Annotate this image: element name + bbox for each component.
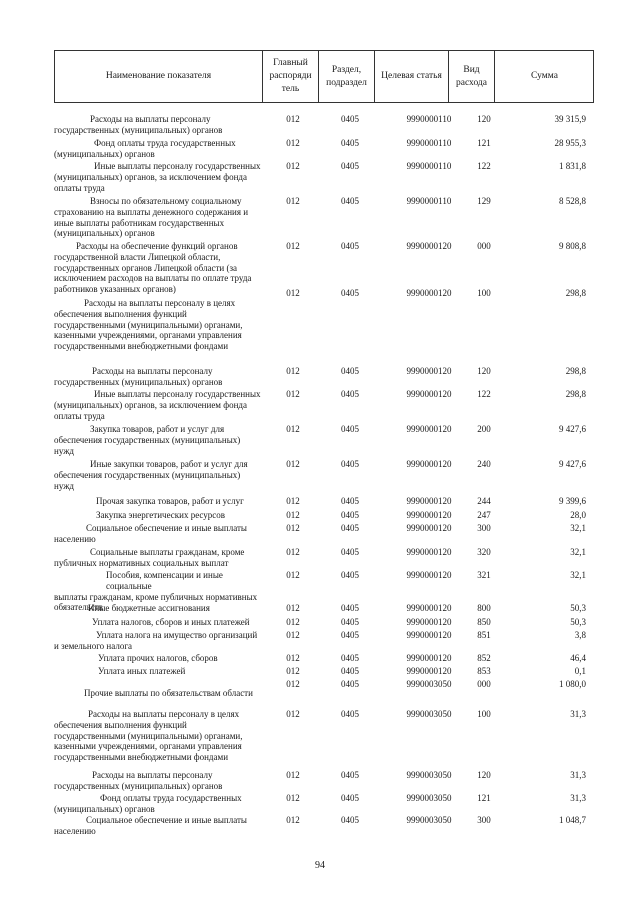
row-cel: 9990003050 [406, 793, 452, 803]
row-razd: 0405 [341, 630, 359, 640]
row-sum: 50,3 [570, 603, 586, 613]
row-glav: 012 [286, 161, 300, 171]
row-name: Иные бюджетные ассигнования [88, 603, 210, 613]
row-cel: 9990000110 [406, 114, 452, 124]
row-razd: 0405 [341, 617, 359, 627]
row-sum: 32,1 [570, 570, 586, 580]
row-cel: 9990003050 [406, 770, 452, 780]
row-razd: 0405 [341, 770, 359, 780]
row-razd: 0405 [341, 459, 359, 469]
row-razd: 0405 [341, 547, 359, 557]
row-sum: 9 808,8 [559, 241, 586, 251]
row-sum: 46,4 [570, 653, 586, 663]
header-sum: Сумма [531, 71, 558, 82]
row-cel: 9990000110 [406, 138, 452, 148]
row-glav: 012 [286, 617, 300, 627]
row-cel: 9990000120 [406, 653, 452, 663]
row-vid: 300 [477, 815, 491, 825]
row-cel: 9990000120 [406, 241, 452, 251]
row-name: Иные выплаты персоналу государственных (муниципальных) органов, за исключением фонда оплаты труда [54, 389, 261, 421]
row-name: Уплата прочих налогов, сборов [98, 653, 218, 663]
row-cel: 9990000110 [406, 161, 452, 171]
row-name: Расходы на выплаты персоналу государственных (муниципальных) органов [54, 366, 223, 387]
row-razd: 0405 [341, 523, 359, 533]
row-name: Прочие выплаты по обязательствам области [84, 688, 253, 698]
row-name: Расходы на обеспечение функций органов государственной власти Липецкой области, государственных органов Липецкой области (за исключением расходов на выплаты по оплате труда работников указанных органов) [54, 241, 252, 295]
row-vid: 100 [477, 709, 491, 719]
row-vid: 121 [477, 793, 491, 803]
row-glav: 012 [286, 770, 300, 780]
row-vid: 100 [477, 288, 491, 298]
row-glav: 012 [286, 196, 300, 206]
row-vid: 000 [477, 679, 491, 689]
row-name: Фонд оплаты труда государственных (муниципальных) органов [54, 793, 242, 814]
row-sum: 1 048,7 [559, 815, 586, 825]
row-vid: 320 [477, 547, 491, 557]
row-vid: 000 [477, 241, 491, 251]
row-razd: 0405 [341, 196, 359, 206]
row-glav: 012 [286, 366, 300, 376]
row-sum: 9 427,6 [559, 459, 586, 469]
row-razd: 0405 [341, 570, 359, 580]
row-name: Социальное обеспечение и иные выплаты населению [54, 523, 247, 544]
row-razd: 0405 [341, 424, 359, 434]
row-cel: 9990000120 [406, 617, 452, 627]
row-cel: 9990000120 [406, 547, 452, 557]
row-razd: 0405 [341, 241, 359, 251]
row-glav: 012 [286, 709, 300, 719]
row-razd: 0405 [341, 510, 359, 520]
row-vid: 122 [477, 161, 491, 171]
row-cel: 9990000110 [406, 196, 452, 206]
row-name: Социальные выплаты гражданам, кроме публичных нормативных социальных выплат [54, 547, 245, 568]
row-glav: 012 [286, 570, 300, 580]
row-glav: 012 [286, 459, 300, 469]
row-name: Уплата налогов, сборов и иных платежей [92, 617, 250, 627]
row-sum: 39 315,9 [554, 114, 586, 124]
row-cel: 9990000120 [406, 366, 452, 376]
row-razd: 0405 [341, 288, 359, 298]
row-name: Расходы на выплаты персоналу государственных (муниципальных) органов [54, 114, 223, 135]
row-vid: 129 [477, 196, 491, 206]
row-cel: 9990000120 [406, 630, 452, 640]
row-sum: 298,8 [565, 366, 586, 376]
row-vid: 120 [477, 770, 491, 780]
row-sum: 298,8 [565, 389, 586, 399]
row-razd: 0405 [341, 496, 359, 506]
row-glav: 012 [286, 679, 300, 689]
row-razd: 0405 [341, 366, 359, 376]
row-name: Прочая закупка товаров, работ и услуг [96, 496, 244, 506]
row-razd: 0405 [341, 138, 359, 148]
header-razd: Раздел, подраздел [319, 51, 375, 102]
row-razd: 0405 [341, 709, 359, 719]
row-glav: 012 [286, 288, 300, 298]
row-cel: 9990000120 [406, 459, 452, 469]
row-name: Расходы на выплаты персоналу в целях обеспечения выполнения функций государственными (муниципальными) органами, казенными учреждениями, органами управления государственными внебюджетными фондами [54, 298, 243, 352]
row-glav: 012 [286, 424, 300, 434]
row-name: Закупка энергетических ресурсов [96, 510, 226, 520]
row-sum: 32,1 [570, 547, 586, 557]
row-sum: 298,8 [565, 288, 586, 298]
row-razd: 0405 [341, 603, 359, 613]
row-vid: 120 [477, 114, 491, 124]
row-cel: 9990000120 [406, 666, 452, 676]
row-cel: 9990003050 [406, 815, 452, 825]
row-razd: 0405 [341, 161, 359, 171]
row-sum: 28,0 [570, 510, 586, 520]
row-cel: 9990000120 [406, 523, 452, 533]
row-razd: 0405 [341, 679, 359, 689]
row-name: Взносы по обязательному социальному страхованию на выплаты денежного содержания и иные выплаты работникам государственных (муниципальных) органов [54, 196, 249, 239]
row-name: Уплата налога на имущество организаций и земельного налога [54, 630, 258, 651]
row-sum: 3,8 [574, 630, 586, 640]
row-vid: 852 [477, 653, 491, 663]
row-sum: 32,1 [570, 523, 586, 533]
row-cel: 9990000120 [406, 603, 452, 613]
row-razd: 0405 [341, 815, 359, 825]
row-sum: 28 955,3 [554, 138, 586, 148]
row-glav: 012 [286, 815, 300, 825]
row-razd: 0405 [341, 653, 359, 663]
row-name: Уплата иных платежей [98, 666, 186, 676]
row-vid: 244 [477, 496, 491, 506]
row-glav: 012 [286, 547, 300, 557]
row-glav: 012 [286, 630, 300, 640]
row-name: Социальное обеспечение и иные выплаты населению [54, 815, 247, 836]
row-vid: 120 [477, 366, 491, 376]
row-glav: 012 [286, 666, 300, 676]
row-glav: 012 [286, 523, 300, 533]
row-cel: 9990003050 [406, 679, 452, 689]
row-vid: 800 [477, 603, 491, 613]
row-cel: 9990000120 [406, 510, 452, 520]
row-vid: 321 [477, 570, 491, 580]
row-sum: 31,3 [570, 770, 586, 780]
row-cel: 9990000120 [406, 424, 452, 434]
row-sum: 8 528,8 [559, 196, 586, 206]
row-glav: 012 [286, 510, 300, 520]
row-name: Расходы на выплаты персоналу в целях обеспечения выполнения функций государственными (муниципальными) органами, казенными учреждениями, органами управления государственными внебюджетными фондами [54, 709, 243, 763]
row-razd: 0405 [341, 389, 359, 399]
row-cel: 9990000120 [406, 389, 452, 399]
row-sum: 50,3 [570, 617, 586, 627]
row-sum: 1 080,0 [559, 679, 586, 689]
page-number: 94 [315, 860, 325, 871]
row-glav: 012 [286, 793, 300, 803]
row-glav: 012 [286, 496, 300, 506]
row-sum: 31,3 [570, 709, 586, 719]
header-glav: Главный распоряди тель [263, 51, 319, 102]
row-cel: 9990000120 [406, 570, 452, 580]
header-name: Наименование показателя [55, 51, 263, 102]
row-name: Расходы на выплаты персоналу государственных (муниципальных) органов [54, 770, 223, 791]
row-glav: 012 [286, 138, 300, 148]
row-sum: 0,1 [574, 666, 586, 676]
row-name: Фонд оплаты труда государственных (муниципальных) органов [54, 138, 236, 159]
row-vid: 850 [477, 617, 491, 627]
row-vid: 300 [477, 523, 491, 533]
row-vid: 240 [477, 459, 491, 469]
row-vid: 121 [477, 138, 491, 148]
header-cel: Целевая статья [375, 51, 449, 102]
row-cel: 9990003050 [406, 709, 452, 719]
row-vid: 851 [477, 630, 491, 640]
row-glav: 012 [286, 603, 300, 613]
row-vid: 200 [477, 424, 491, 434]
row-cel: 9990000120 [406, 288, 452, 298]
row-razd: 0405 [341, 114, 359, 124]
row-glav: 012 [286, 241, 300, 251]
row-name: Пособия, компенсации и иные социальные выплаты гражданам, кроме публичных нормативных обязательств [54, 570, 258, 613]
row-sum: 9 427,6 [559, 424, 586, 434]
row-vid: 853 [477, 666, 491, 676]
row-vid: 247 [477, 510, 491, 520]
row-glav: 012 [286, 114, 300, 124]
row-vid: 122 [477, 389, 491, 399]
row-name: Иные выплаты персоналу государственных (муниципальных) органов, за исключением фонда оплаты труда [54, 161, 261, 193]
header-vid: Вид расхода [449, 51, 495, 102]
row-sum: 31,3 [570, 793, 586, 803]
row-name: Закупка товаров, работ и услуг для обеспечения государственных (муниципальных) нужд [54, 424, 241, 456]
table-header [54, 50, 594, 103]
row-razd: 0405 [341, 666, 359, 676]
row-razd: 0405 [341, 793, 359, 803]
row-cel: 9990000120 [406, 496, 452, 506]
row-name: Иные закупки товаров, работ и услуг для обеспечения государственных (муниципальных) нужд [54, 459, 248, 491]
row-sum: 1 831,8 [559, 161, 586, 171]
row-glav: 012 [286, 389, 300, 399]
row-sum: 9 399,6 [559, 496, 586, 506]
row-glav: 012 [286, 653, 300, 663]
